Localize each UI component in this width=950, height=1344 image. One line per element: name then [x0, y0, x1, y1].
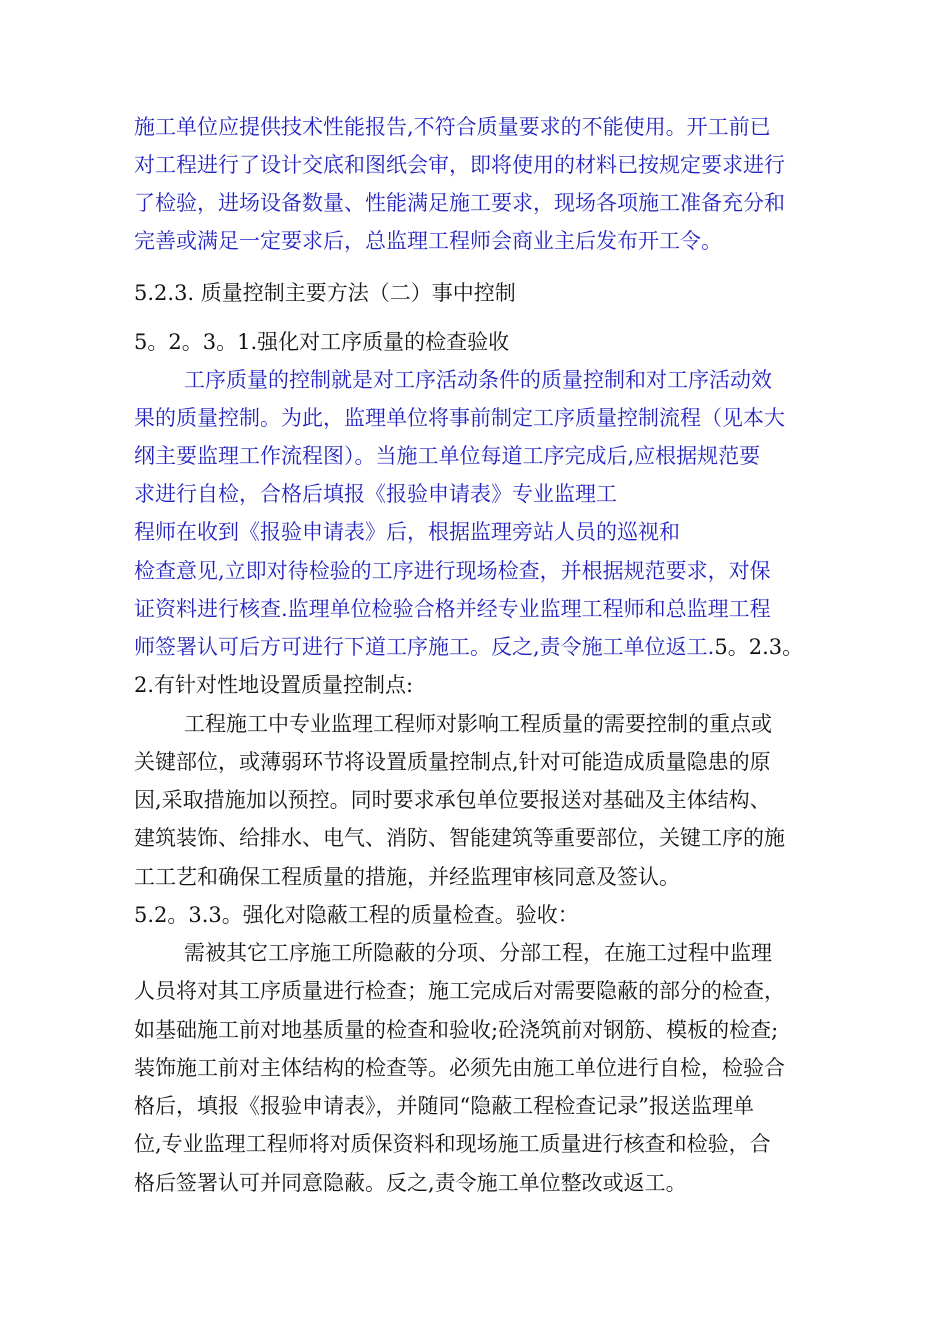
- paragraph-line: 程师在收到《报验申请表》后，根据监理旁站人员的巡视和: [134, 520, 680, 544]
- paragraph-line: 人员将对其工序质量进行检查；施工完成后对需要隐蔽的部分的检查，: [134, 979, 785, 1003]
- paragraph-line: 因,采取措施加以预控。同时要求承包单位要报送对基础及主体结构、: [134, 788, 771, 812]
- paragraph-line: 检查意见,立即对待检验的工序进行现场检查，并根据规范要求，对保: [134, 559, 771, 583]
- paragraph-line: 关键部位，或薄弱环节将设置质量控制点,针对可能造成质量隐患的原: [134, 750, 771, 774]
- subsection-number: 5。2.3。: [714, 635, 804, 659]
- section-heading: 5.2.3. 质量控制主要方法（二）事中控制: [134, 281, 516, 305]
- paragraph-line: 施工单位应提供技术性能报告,不符合质量要求的不能使用。开工前已: [134, 115, 771, 139]
- paragraph-line: 对工程进行了设计交底和图纸会审，即将使用的材料已按规定要求进行: [134, 153, 785, 177]
- subsection-heading: 5.2。3.3。强化对隐蔽工程的质量检查。验收：: [134, 903, 579, 927]
- paragraph-line: 格后签署认可并同意隐蔽。反之,责令施工单位整改或返工。: [134, 1171, 687, 1195]
- paragraph-line: 位,专业监理工程师将对质保资料和现场施工质量进行核查和检验，合: [134, 1132, 771, 1156]
- subsection-heading: 2.有针对性地设置质量控制点:: [134, 673, 414, 697]
- paragraph-line: 格后，填报《报验申请表》，并随同“隐蔽工程检查记录”报送监理单: [134, 1094, 754, 1118]
- paragraph-line: 工程施工中专业监理工程师对影响工程质量的需要控制的重点或: [184, 712, 772, 736]
- paragraph-line: 工工艺和确保工程质量的措施，并经监理审核同意及签认。: [134, 865, 680, 889]
- paragraph-line: 如基础施工前对地基质量的检查和验收;砼浇筑前对钢筋、模板的检查;: [134, 1018, 779, 1042]
- paragraph-line: 证资料进行核查.监理单位检验合格并经专业监理工程师和总监理工程: [134, 597, 771, 621]
- paragraph-line: 了检验，进场设备数量、性能满足施工要求，现场各项施工准备充分和: [134, 191, 785, 215]
- subsection-heading: 5。2。3。1.强化对工序质量的检查验收: [134, 330, 510, 354]
- paragraph-text: 师签署认可后方可进行下道工序施工。反之,责令施工单位返工.: [134, 635, 715, 659]
- paragraph-line: 装饰施工前对主体结构的检查等。必须先由施工单位进行自检，检验合: [134, 1056, 785, 1080]
- paragraph-line: [134, 632, 803, 662]
- paragraph-line: 果的质量控制。为此，监理单位将事前制定工序质量控制流程（见本大: [134, 406, 785, 430]
- paragraph-line: 建筑装饰、给排水、电气、消防、智能建筑等重要部位，关键工序的施: [134, 826, 785, 850]
- paragraph-line: 需被其它工序施工所隐蔽的分项、分部工程，在施工过程中监理: [184, 941, 772, 965]
- paragraph-line: 求进行自检，合格后填报《报验申请表》专业监理工: [134, 482, 617, 506]
- paragraph-line: 完善或满足一定要求后，总监理工程师会商业主后发布开工令。: [134, 229, 722, 253]
- paragraph-line: 工序质量的控制就是对工序活动条件的质量控制和对工序活动效: [184, 368, 772, 392]
- paragraph-line: 纲主要监理工作流程图）。当施工单位每道工序完成后,应根据规范要: [134, 444, 761, 468]
